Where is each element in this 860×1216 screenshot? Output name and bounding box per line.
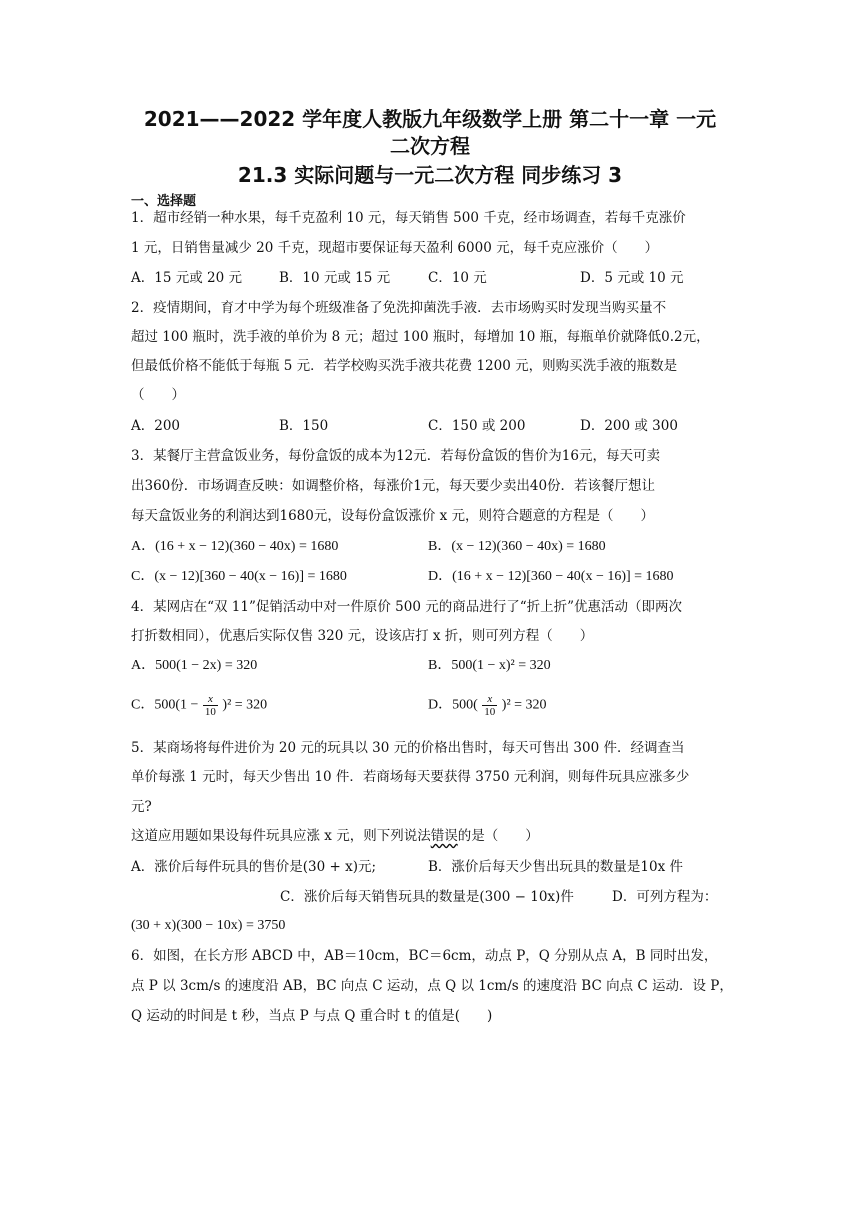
q2-option-a: A．200 <box>131 418 181 434</box>
q6-line-2: 点 P 以 3cm/s 的速度沿 AB，BC 向点 C 运动，点 Q 以 1cm/s 的速度沿 BC 向点 C 运动．设 P， <box>131 978 733 994</box>
q1-option-d: D．5 元或 10 元 <box>580 270 684 286</box>
q4-d-prefix: D．500( <box>428 697 478 713</box>
title-line-3: 21.3 实际问题与一元二次方程 同步练习 3 <box>237 163 623 187</box>
q5-option-d-equation: (30 + x)(300 − 10x) = 3750 <box>131 918 286 933</box>
q4-d-fraction <box>482 693 497 718</box>
q4-option-d <box>428 693 547 718</box>
q3-option-b: B．(x − 12)(360 − 40x) = 1680 <box>428 539 606 554</box>
q5-option-c: C．涨价后每天销售玩具的数量是(300 − 10x)件 <box>280 889 574 905</box>
q5-line-3: 元? <box>131 799 152 815</box>
q3-option-a: A．(16 + x − 12)(360 − 40x) = 1680 <box>131 539 339 554</box>
q5-wavy-emphasis: 错误 <box>430 828 458 844</box>
q3-line-2: 出360份．市场调查反映：如调整价格，每涨价1元，每天要少卖出40份．若该餐厅想让 <box>131 478 656 494</box>
section-heading: 一、选择题 <box>131 194 197 209</box>
q4-option-a: A．500(1 − 2x) = 320 <box>131 658 258 673</box>
q6-line-3: Q 运动的时间是 t 秒，当点 P 与点 Q 重合时 t 的值是( ) <box>131 1008 493 1024</box>
q3-line-3: 每天盒饭业务的利润达到1680元，设每份盒饭涨价 x 元，则符合题意的方程是（ ） <box>131 508 655 524</box>
q2-line-4: （ ） <box>131 387 185 403</box>
q5-option-a: A．涨价后每件玩具的售价是(30 + x)元; <box>131 859 377 875</box>
q5-line-4-prefix: 这道应用题如果设每件玩具应涨 x 元，则下列说法 <box>131 828 431 844</box>
q5-option-d: D．可列方程为： <box>612 889 718 905</box>
q6-line-1: 6．如图，在长方形 ABCD 中，AB＝10cm，BC＝6cm，动点 P，Q 分别从点 A，B 同时出发， <box>131 948 718 964</box>
q1-option-a: A．15 元或 20 元 <box>131 270 242 286</box>
q5-line-4-suffix: 的是（ ） <box>457 828 539 844</box>
q2-line-2: 超过 100 瓶时，洗手液的单价为 8 元；超过 100 瓶时，每增加 10 瓶，每瓶单价就降低0.2元， <box>131 329 710 345</box>
q4-d-numerator: x <box>482 693 497 706</box>
q2-option-b: B．150 <box>279 418 329 434</box>
q3-option-d: D．(16 + x − 12)[360 − 40(x − 16)] = 1680 <box>428 569 674 584</box>
q2-option-c: C．150 或 200 <box>428 418 526 434</box>
q1-option-b: B．10 元或 15 元 <box>279 270 391 286</box>
q3-option-c: C．(x − 12)[360 − 40(x − 16)] = 1680 <box>131 569 347 584</box>
q4-c-fraction <box>203 693 218 718</box>
q5-line-1: 5．某商场将每件进价为 20 元的玩具以 30 元的价格出售时，每天可售出 300 件．经调查当 <box>131 740 685 756</box>
q5-option-b: B．涨价后每天少售出玩具的数量是10x 件 <box>428 859 684 875</box>
q4-option-c <box>131 693 267 718</box>
q4-c-suffix: )² = 320 <box>222 697 268 713</box>
q4-option-b: B．500(1 − x)² = 320 <box>428 658 551 673</box>
q3-line-1: 3．某餐厅主营盒饭业务，每份盒饭的成本为12元．若每份盒饭的售价为16元，每天可卖 <box>131 448 660 464</box>
q2-line-3: 但最低价格不能低于每瓶 5 元．若学校购买洗手液共花费 1200 元，则购买洗手液的瓶数是 <box>131 358 678 374</box>
title-line-2: 二次方程 <box>390 134 470 158</box>
q2-option-d: D．200 或 300 <box>580 418 678 434</box>
q4-line-2: 打折数相同），优惠后实际仅售 320 元，设该店打 x 折，则可列方程（ ） <box>131 628 594 644</box>
q1-line-2: 1 元，日销售量减少 20 千克，现超市要保证每天盈利 6000 元，每千克应涨价（ ） <box>131 240 659 256</box>
q1-line-1: 1．超市经销一种水果，每千克盈利 10 元，每天销售 500 千克，经市场调查，若每千克涨价 <box>131 210 686 226</box>
q1-option-c: C．10 元 <box>428 270 487 286</box>
q4-d-denominator: 10 <box>484 706 496 718</box>
q5-line-4 <box>131 826 731 846</box>
q4-d-suffix: )² = 320 <box>501 697 547 713</box>
q4-line-1: 4．某网店在“双 11”促销活动中对一件原价 500 元的商品进行了“折上折”优惠活动（即两次 <box>131 599 683 615</box>
title-line-1: 2021——2022 学年度人教版九年级数学上册 第二十一章 一元 <box>143 107 717 131</box>
q4-c-prefix: C．500(1 − <box>131 697 199 713</box>
q4-c-denominator: 10 <box>204 706 216 718</box>
q5-line-2: 单价每涨 1 元时，每天少售出 10 件．若商场每天要获得 3750 元利润，则每件玩具应涨多少 <box>131 769 690 785</box>
q2-line-1: 2．疫情期间，育才中学为每个班级准备了免洗抑菌洗手液．去市场购买时发现当购买量不 <box>131 300 667 316</box>
q4-c-numerator: x <box>203 693 218 706</box>
